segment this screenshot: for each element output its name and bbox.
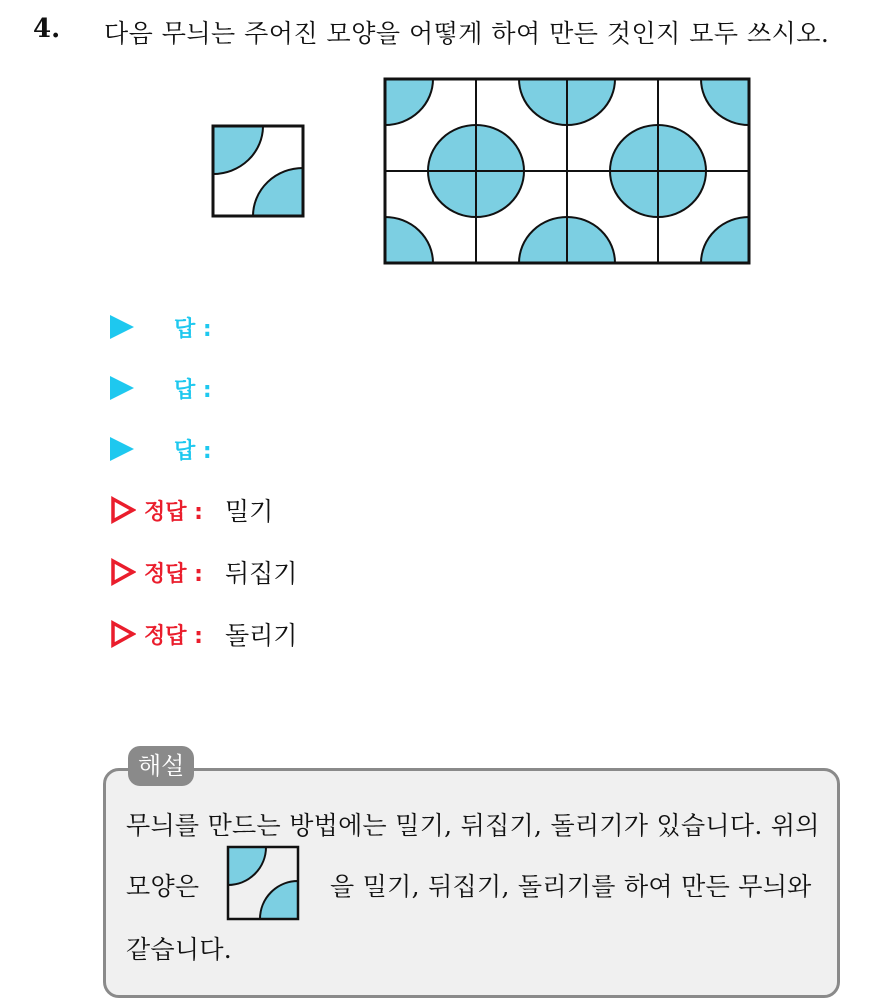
- outline-triangle-icon: [110, 496, 136, 524]
- correct-answer-1: [110, 490, 273, 530]
- correct-answer-value: 밀기: [224, 497, 274, 526]
- explanation-line-2-start: 모양은: [126, 872, 200, 901]
- inline-tile-figure: [226, 845, 300, 921]
- tile-quarter-circle-bottom-right: [253, 168, 303, 216]
- question-text: 다음 무늬는 주어진 모양을 어떻게 하여 만든 것인지 모두 쓰시오.: [104, 19, 830, 48]
- pattern-quarter-circle: [701, 79, 749, 125]
- explanation-tag: 해설: [128, 746, 194, 786]
- pattern-grid-figure: [383, 77, 753, 265]
- pattern-grid-lines: [385, 79, 749, 263]
- answer-blank-1[interactable]: [110, 307, 212, 347]
- correct-answer-2: [110, 552, 297, 592]
- correct-answer-value: 돌리기: [224, 621, 298, 650]
- question-number: 4.: [33, 14, 61, 44]
- answer-label: 답 :: [174, 377, 212, 403]
- outline-triangle-icon: [110, 620, 136, 648]
- explanation-line-1: 무늬를 만드는 방법에는 밀기, 뒤집기, 돌리기가 있습니다. 위의: [126, 811, 820, 840]
- explanation-line-2-end: 을 밀기, 뒤집기, 돌리기를 하여 만든 무늬와: [330, 872, 812, 901]
- answer-label: 답 :: [174, 316, 212, 342]
- play-triangle-icon: [110, 376, 134, 400]
- pattern-quarter-circle: [385, 217, 433, 263]
- play-triangle-icon: [110, 437, 134, 461]
- correct-answer-label: 정답 :: [144, 561, 203, 587]
- basic-tile-figure: [211, 124, 307, 218]
- explanation-line-3: 같습니다.: [126, 935, 233, 964]
- outline-triangle-icon: [110, 558, 136, 586]
- pattern-quarter-circle: [701, 217, 749, 263]
- tile-quarter-circle-top-left: [213, 126, 263, 174]
- correct-answer-value: 뒤집기: [224, 559, 298, 588]
- answer-blank-3[interactable]: [110, 429, 212, 469]
- pattern-quarter-circle: [385, 79, 433, 125]
- correct-answer-label: 정답 :: [144, 623, 203, 649]
- correct-answer-label: 정답 :: [144, 499, 203, 525]
- answer-blank-2[interactable]: [110, 368, 212, 408]
- answer-label: 답 :: [174, 438, 212, 464]
- play-triangle-icon: [110, 315, 134, 339]
- correct-answer-3: [110, 614, 297, 654]
